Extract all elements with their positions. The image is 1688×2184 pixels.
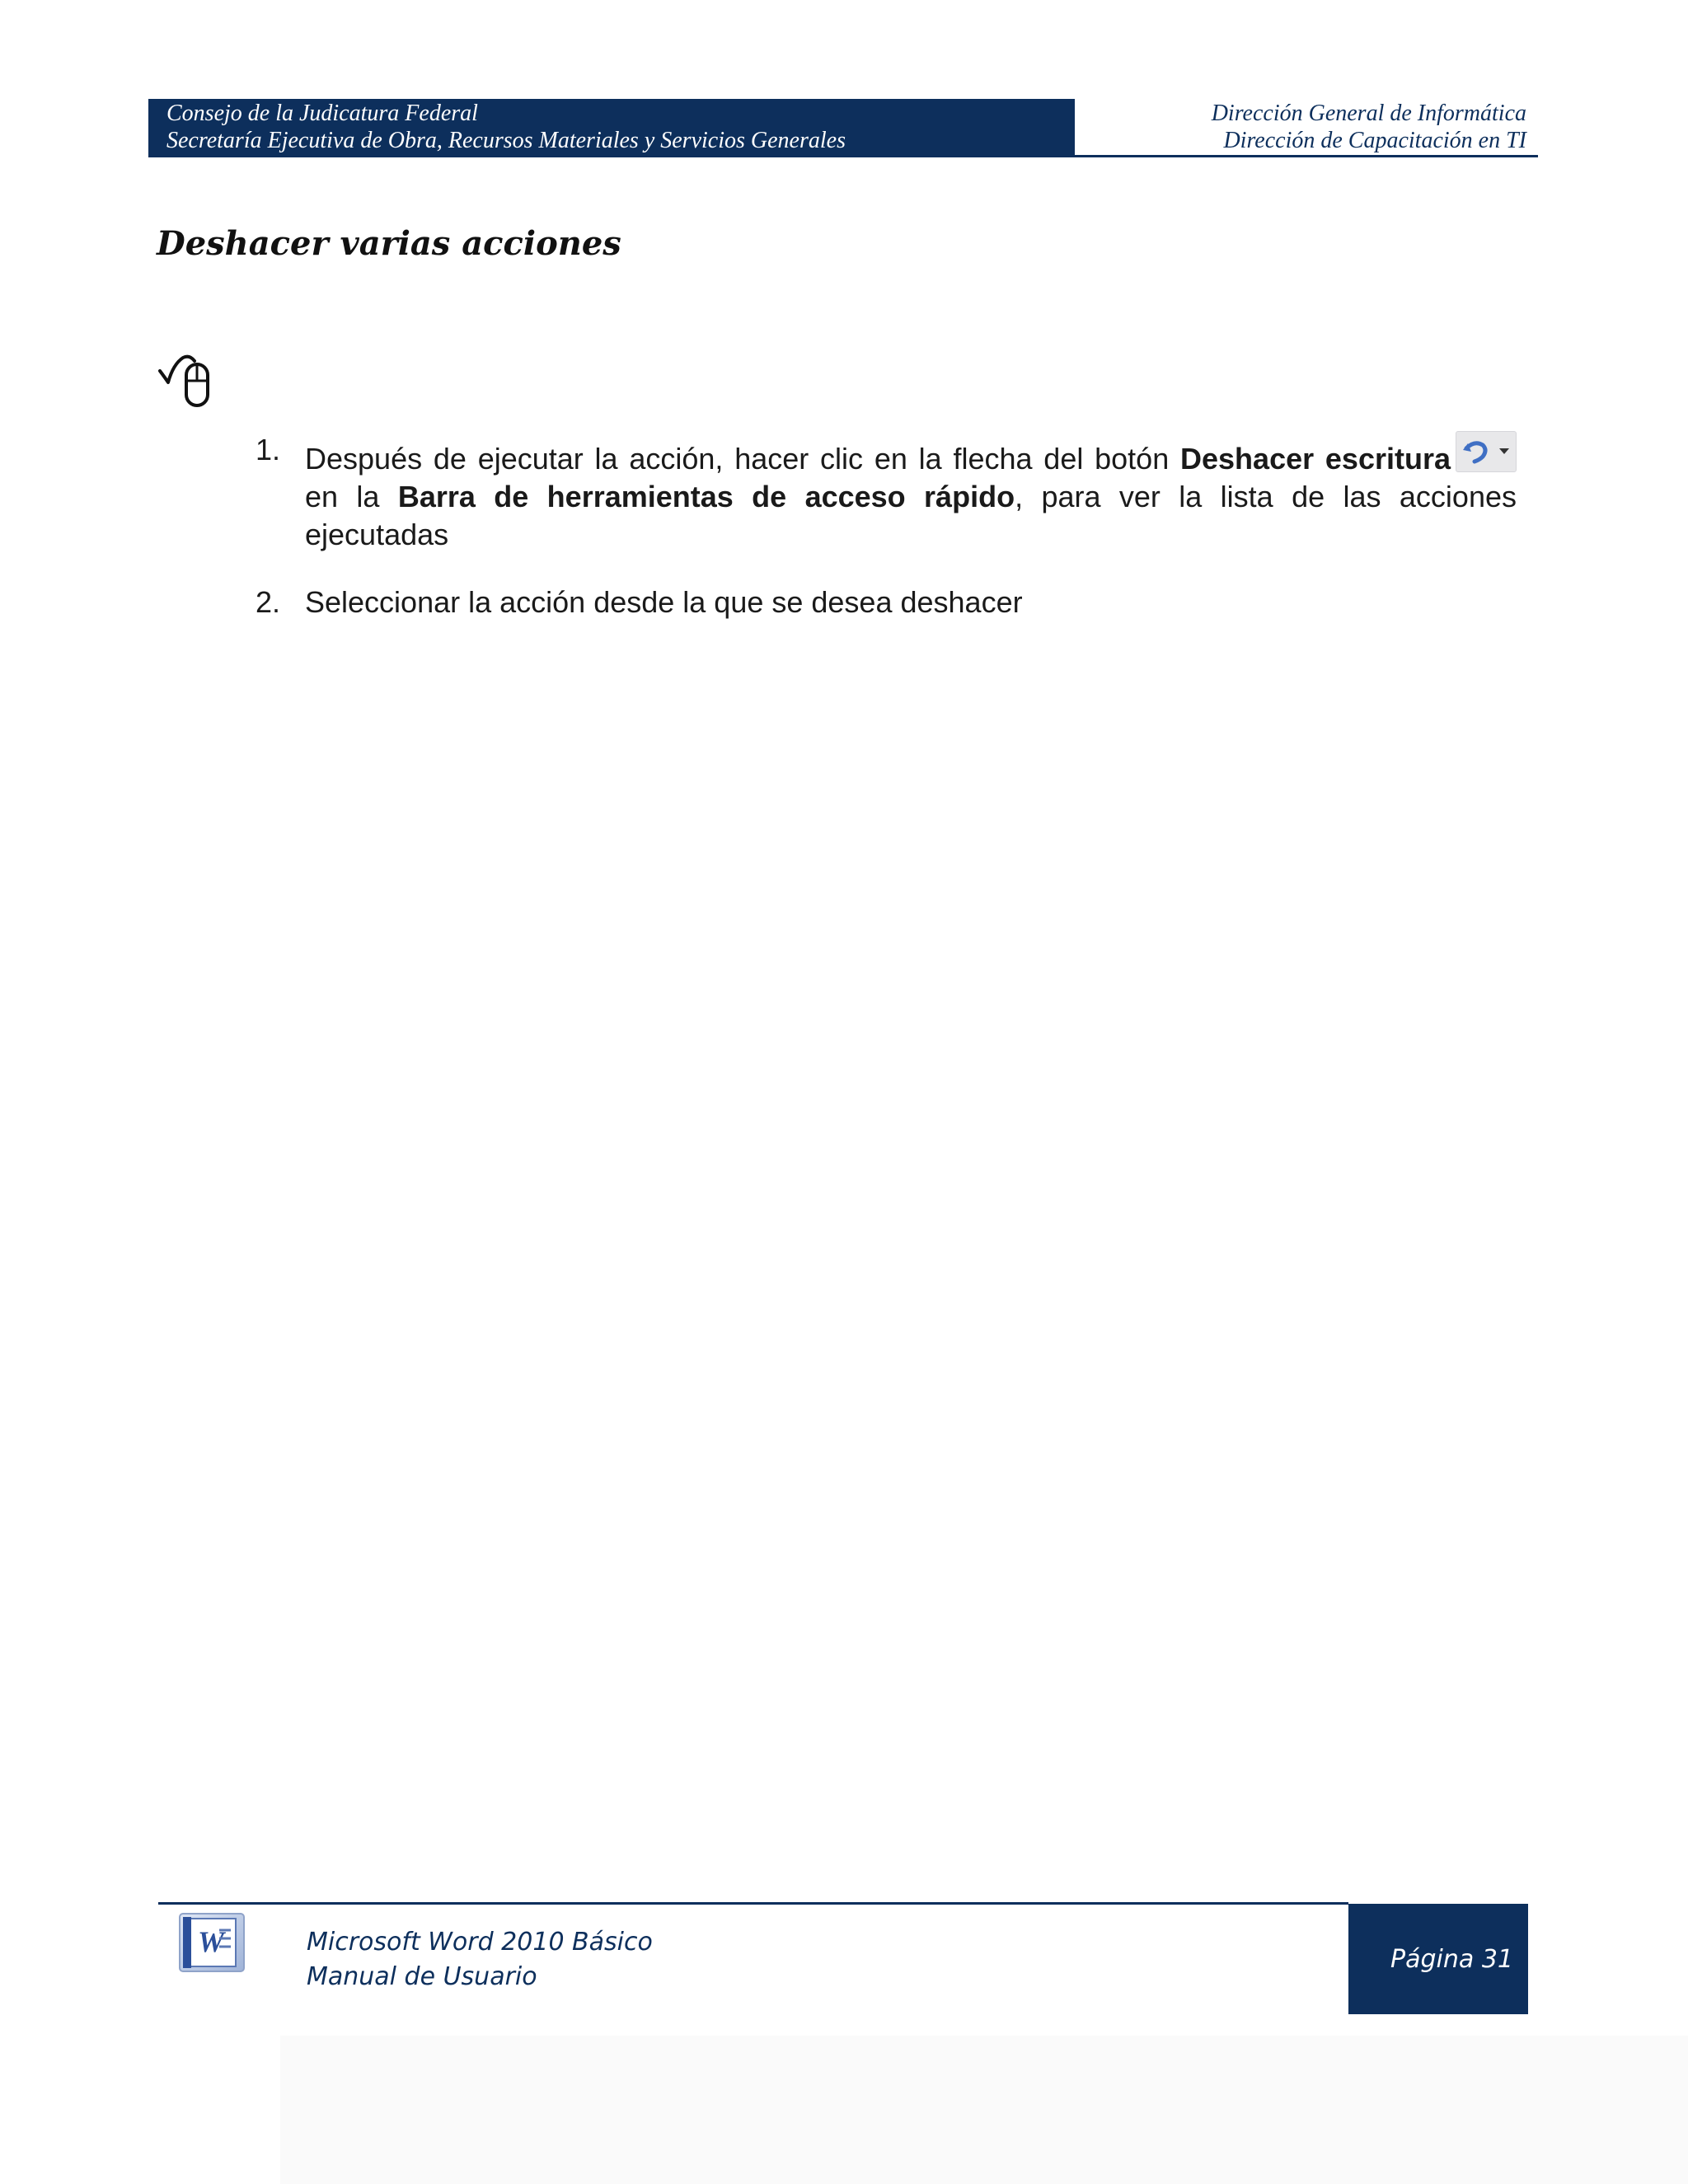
step-number: 1. bbox=[256, 433, 281, 466]
undo-dropdown-icon bbox=[1456, 431, 1517, 472]
page-bottom-shade bbox=[280, 2036, 1688, 2184]
step-text: Seleccionar la acción desde la que se desea deshacer bbox=[305, 585, 1023, 619]
footer-divider bbox=[158, 1902, 1348, 1905]
step-text: , para ver la lista de las acciones ejecutadas bbox=[305, 480, 1517, 551]
header-right-block bbox=[1081, 99, 1526, 156]
header-organization: Consejo de la Judicatura Federal bbox=[166, 101, 478, 126]
mouse-click-icon bbox=[157, 353, 219, 412]
section-title: Deshacer varias acciones bbox=[157, 224, 621, 263]
page-number: Página 31 bbox=[1390, 1944, 1513, 1974]
header-department: Dirección de Capacitación en TI bbox=[1223, 128, 1526, 153]
step-text: Después de ejecutar la acción, hacer clic en la flecha del botón bbox=[305, 442, 1181, 476]
list-item bbox=[247, 431, 1517, 554]
footer-document-info bbox=[307, 1925, 653, 1994]
page-header bbox=[148, 99, 1538, 157]
footer-manual: Manual de Usuario bbox=[307, 1962, 537, 1991]
step-bold-term: Deshacer escritura bbox=[1180, 442, 1451, 476]
header-directorate: Dirección General de Informática bbox=[1211, 101, 1526, 126]
step-number: 2. bbox=[256, 585, 281, 619]
word-logo-icon bbox=[176, 1909, 249, 1975]
step-bold-term: Barra de herramientas de acceso rápido bbox=[397, 480, 1015, 513]
footer-product: Microsoft Word 2010 Básico bbox=[307, 1928, 653, 1957]
steps-list bbox=[247, 431, 1517, 651]
page-number-box bbox=[1348, 1904, 1528, 2014]
step-text: en la bbox=[305, 480, 398, 513]
header-left-block bbox=[148, 99, 1075, 155]
header-secretariat: Secretaría Ejecutiva de Obra, Recursos Materiales y Servicios Generales bbox=[166, 128, 846, 153]
list-item bbox=[247, 583, 1517, 621]
svg-text:W: W bbox=[198, 1925, 225, 1958]
